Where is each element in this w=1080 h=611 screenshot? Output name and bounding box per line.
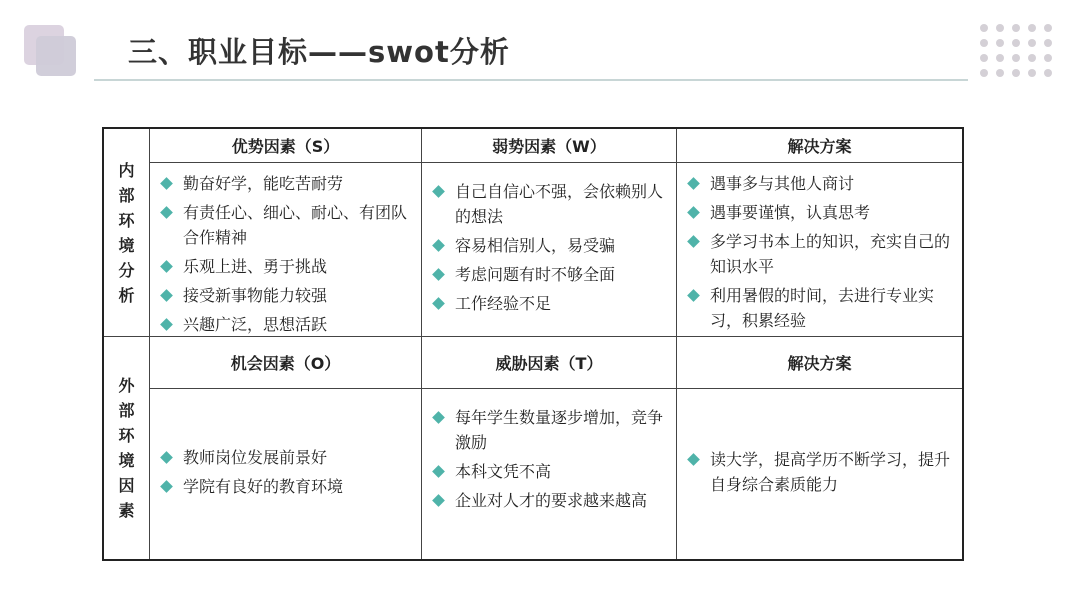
list-item: 本科文凭不高 [432, 459, 672, 484]
internal-solutions-cell [677, 163, 962, 337]
weaknesses-list [422, 163, 676, 316]
diamond-bullet-icon [160, 451, 173, 464]
list-item: 多学习书本上的知识，充实自己的知识水平 [687, 229, 958, 279]
list-item: 兴趣广泛，思想活跃 [160, 312, 417, 337]
diamond-bullet-icon [160, 206, 173, 219]
list-item: 容易相信别人，易受骗 [432, 233, 672, 258]
opportunities-list [150, 389, 421, 559]
diamond-bullet-icon [687, 235, 700, 248]
diamond-bullet-icon [432, 494, 445, 507]
list-item: 每年学生数量逐步增加，竞争激励 [432, 405, 672, 455]
internal-solution-header: 解决方案 [677, 129, 962, 163]
diamond-bullet-icon [687, 453, 700, 466]
diamond-bullet-icon [432, 465, 445, 478]
weaknesses-cell [422, 163, 677, 337]
list-item: 接受新事物能力较强 [160, 283, 417, 308]
internal-solutions-list [677, 163, 962, 333]
list-item: 利用暑假的时间，去进行专业实习，积累经验 [687, 283, 958, 333]
decor-square-front [36, 36, 76, 76]
list-item: 勤奋好学，能吃苦耐劳 [160, 171, 417, 196]
diamond-bullet-icon [687, 289, 700, 302]
list-item: 读大学，提高学历不断学习，提升自身综合素质能力 [687, 447, 958, 497]
external-env-label: 外 部 环 境 因 素 [104, 337, 150, 559]
external-solutions-list [677, 389, 962, 559]
diamond-bullet-icon [160, 177, 173, 190]
list-item: 企业对人才的要求越来越高 [432, 488, 672, 513]
diamond-bullet-icon [160, 289, 173, 302]
slide-title: 三、职业目标——swot分析 [128, 35, 510, 69]
swot-table [102, 127, 964, 561]
strengths-list [150, 163, 421, 337]
weaknesses-header: 弱势因素（W） [422, 129, 677, 163]
list-item: 有责任心、细心、耐心、有团队合作精神 [160, 200, 417, 250]
strengths-header: 优势因素（S） [150, 129, 422, 163]
list-item: 考虑问题有时不够全面 [432, 262, 672, 287]
diamond-bullet-icon [687, 177, 700, 190]
diamond-bullet-icon [432, 411, 445, 424]
list-item: 自己自信心不强，会依赖别人的想法 [432, 179, 672, 229]
list-item: 教师岗位发展前景好 [160, 445, 417, 470]
threats-header: 威胁因素（T） [422, 337, 677, 389]
opportunities-cell [150, 389, 422, 559]
strengths-cell [150, 163, 422, 337]
threats-cell [422, 389, 677, 559]
decor-dot-grid [980, 24, 1050, 78]
title-underline [94, 79, 968, 81]
opportunities-header: 机会因素（O） [150, 337, 422, 389]
list-item: 遇事要谨慎，认真思考 [687, 200, 958, 225]
diamond-bullet-icon [160, 480, 173, 493]
list-item: 乐观上进、勇于挑战 [160, 254, 417, 279]
diamond-bullet-icon [687, 206, 700, 219]
list-item: 学院有良好的教育环境 [160, 474, 417, 499]
list-item: 遇事多与其他人商讨 [687, 171, 958, 196]
external-solutions-cell [677, 389, 962, 559]
diamond-bullet-icon [432, 239, 445, 252]
internal-env-label: 内 部 环 境 分 析 [104, 129, 150, 337]
diamond-bullet-icon [160, 260, 173, 273]
threats-list [422, 389, 676, 513]
diamond-bullet-icon [432, 297, 445, 310]
diamond-bullet-icon [160, 318, 173, 331]
external-solution-header: 解决方案 [677, 337, 962, 389]
list-item: 工作经验不足 [432, 291, 672, 316]
diamond-bullet-icon [432, 185, 445, 198]
diamond-bullet-icon [432, 268, 445, 281]
